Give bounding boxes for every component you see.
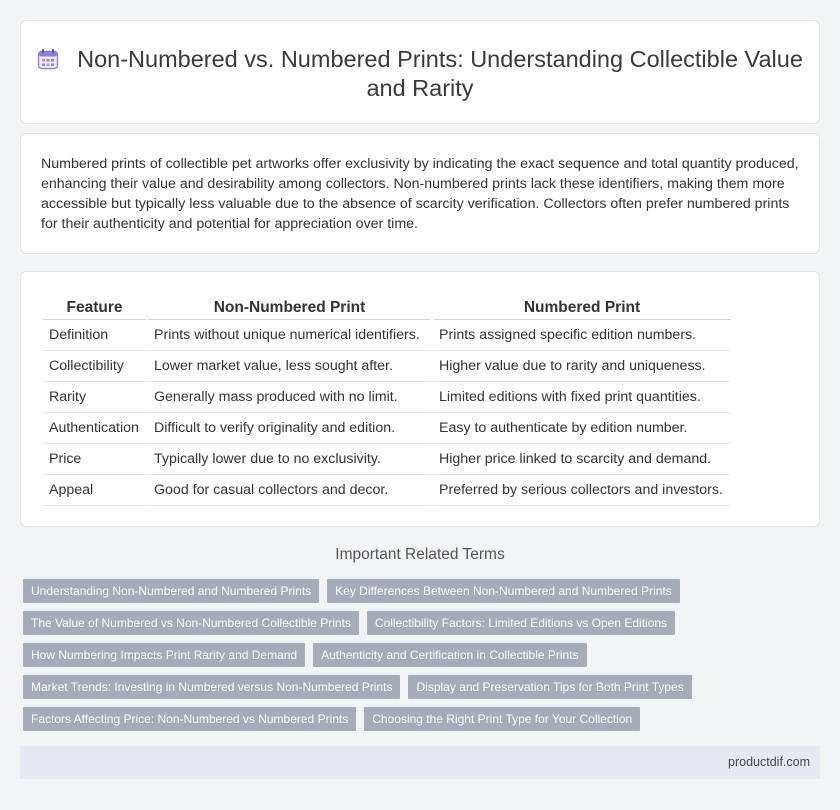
tag-row <box>23 707 683 731</box>
numbered-cell: Higher price linked to scarcity and demand. <box>433 444 731 475</box>
related-term-link[interactable]: Authenticity and Certification in Collectible Prints <box>313 643 586 667</box>
related-term-link[interactable]: Display and Preservation Tips for Both Print Types <box>408 675 691 699</box>
feature-cell: Appeal <box>43 475 146 506</box>
table-row <box>43 351 731 382</box>
numbered-cell: Prints assigned specific edition numbers. <box>433 320 731 351</box>
header-non-numbered: Non-Numbered Print <box>148 296 431 320</box>
header-numbered: Numbered Print <box>433 296 731 320</box>
header-feature: Feature <box>43 296 146 320</box>
table-row <box>43 320 731 351</box>
tag-row <box>23 643 683 667</box>
intro-paragraph: Numbered prints of collectible pet artworks offer exclusivity by indicating the exact sequence and total quantity produced, enhancing their value and desirability among collectors. Non-numbered prints lack these identifiers, making them more accessible but typically less valuable due to the absence of scarcity verification. Collectors often prefer numbered prints for their authenticity and potential for appreciation over time. <box>41 156 799 232</box>
table-row <box>43 475 731 506</box>
non-numbered-cell: Generally mass produced with no limit. <box>148 382 431 413</box>
numbered-cell: Higher value due to rarity and uniqueness. <box>433 351 731 382</box>
calendar-icon <box>37 48 59 70</box>
page-title-wrap <box>21 45 819 103</box>
footer-bar <box>20 746 820 779</box>
feature-cell: Rarity <box>43 382 146 413</box>
non-numbered-cell: Lower market value, less sought after. <box>148 351 431 382</box>
related-term-link[interactable]: Choosing the Right Print Type for Your Collection <box>364 707 640 731</box>
table-row <box>43 444 731 475</box>
non-numbered-cell: Good for casual collectors and decor. <box>148 475 431 506</box>
numbered-cell: Limited editions with fixed print quantities. <box>433 382 731 413</box>
footer-site-link[interactable]: productdif.com <box>728 755 810 769</box>
related-term-link[interactable]: The Value of Numbered vs Non-Numbered Collectible Prints <box>23 611 359 635</box>
tag-row <box>23 675 683 699</box>
page-title: Non-Numbered vs. Numbered Prints: Understanding Collectible Value and Rarity <box>77 46 803 101</box>
non-numbered-cell: Difficult to verify originality and edition. <box>148 413 431 444</box>
related-term-link[interactable]: Understanding Non-Numbered and Numbered Prints <box>23 579 319 603</box>
table-header-row <box>43 296 731 320</box>
tag-row <box>23 611 683 635</box>
comparison-card <box>20 271 820 527</box>
table-row <box>43 413 731 444</box>
feature-cell: Collectibility <box>43 351 146 382</box>
table-row <box>43 382 731 413</box>
related-term-link[interactable]: Factors Affecting Price: Non-Numbered vs Numbered Prints <box>23 707 356 731</box>
related-terms-list <box>23 579 683 739</box>
tag-row <box>23 579 683 603</box>
related-term-link[interactable]: Market Trends: Investing in Numbered versus Non-Numbered Prints <box>23 675 400 699</box>
related-term-link[interactable]: Collectibility Factors: Limited Editions vs Open Editions <box>367 611 675 635</box>
header-card <box>20 20 820 124</box>
comparison-table <box>41 296 733 506</box>
numbered-cell: Preferred by serious collectors and investors. <box>433 475 731 506</box>
related-terms-heading: Important Related Terms <box>335 546 505 563</box>
non-numbered-cell: Prints without unique numerical identifiers. <box>148 320 431 351</box>
related-term-link[interactable]: Key Differences Between Non-Numbered and Numbered Prints <box>327 579 680 603</box>
numbered-cell: Easy to authenticate by edition number. <box>433 413 731 444</box>
related-term-link[interactable]: How Numbering Impacts Print Rarity and Demand <box>23 643 305 667</box>
intro-card <box>20 133 820 254</box>
feature-cell: Authentication <box>43 413 146 444</box>
feature-cell: Price <box>43 444 146 475</box>
feature-cell: Definition <box>43 320 146 351</box>
non-numbered-cell: Typically lower due to no exclusivity. <box>148 444 431 475</box>
